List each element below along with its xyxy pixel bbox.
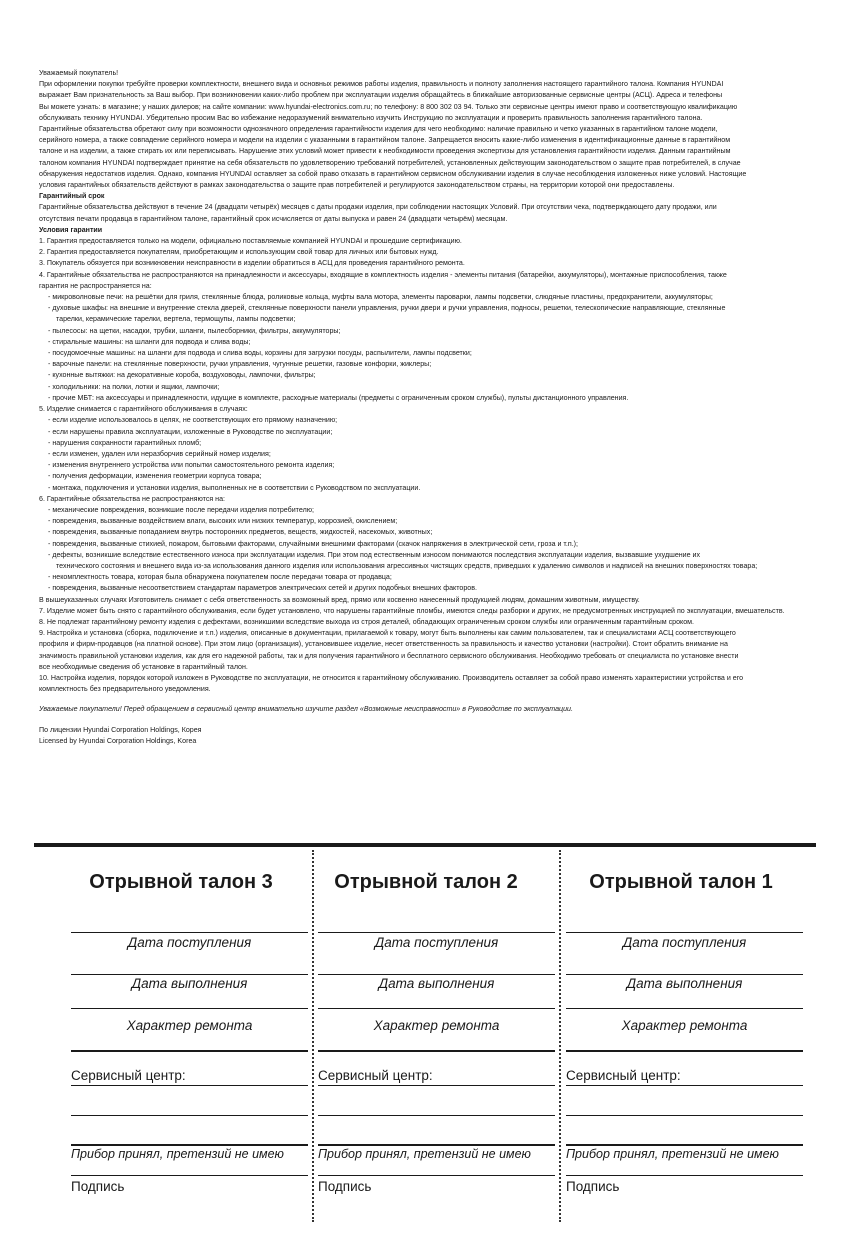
divider: [71, 1085, 308, 1086]
list-item: - монтажа, подключения и установки изделия, выполненных не в соответствии с Руководством по эксплуатации.: [48, 483, 421, 492]
repair-type-field[interactable]: Характер ремонта: [126, 1018, 253, 1033]
list-item: - духовые шкафы: на внешние и внутренние стекла дверей, стеклянные поверхности панели управления, ручки двери и ручки управления, подносы, решетки, телескопические направляющие, стеклянные: [48, 304, 726, 313]
repair-type-field[interactable]: Характер ремонта: [621, 1018, 748, 1033]
coupon-1: [566, 847, 806, 1227]
list-item: - микроволновые печи: на решётки для гриля, стеклянные блюда, роликовые кольца, муфты вала мотора, элементы пароварки, лампы подсветки, слюдяные пластины, предохранители, аккумуляторы;: [48, 293, 713, 302]
text-line: выражает Вам признательность за Ваш выбор. При возникновении каких-либо проблем при эксплуатации изделия обращайтесь в ближайшие авторизованные сервисные центры (АСЦ). Адреса и телефоны: [39, 91, 723, 100]
list-item: - посудомоечные машины: на шланги для подвода и слива воды, корзины для загрузки посуды, распылители, лампы подсветки;: [48, 349, 472, 358]
divider: [71, 1050, 308, 1052]
signature-label[interactable]: Подпись: [71, 1179, 125, 1194]
text-line: талоне и на изделии, а также стирать их или переписывать. Нарушение этих условий может привести к необходимости проведения экспертизы для установления гарантийности изделия. Данным гарантийным: [39, 147, 731, 156]
text-line: 9. Настройка и установка (сборка, подключение и т.п.) изделия, описанные в документации, прилагаемой к товару, могут быть выполнены как самим пользователем, так и специалистами АСЦ соответствующего: [39, 629, 736, 638]
text-line: значимость правильной установки изделия, как для его надежной работы, так и для получения гарантийного и бесплатного сервисного обслуживания. Необходимо требовать от специалиста по установке внести: [39, 651, 739, 660]
text-line: 2. Гарантия предоставляется покупателям, приобретающим и использующим свой товар для личных или бытовых нужд.: [39, 248, 439, 257]
divider: [318, 974, 555, 975]
text-line: 3. Покупатель обязуется при возникновении неисправности в изделии обратиться в АСЦ для проведения гарантийного ремонта.: [39, 259, 465, 268]
text-line: обслуживать технику HYUNDAI. Убедительно просим Вас во избежание недоразумений внимательно изучить Инструкцию по эксплуатации и проверить правильность заполнения гарантийного талона.: [39, 113, 703, 122]
divider: [318, 932, 555, 933]
list-item: - пылесосы: на щетки, насадки, трубки, шланги, пылесборники, фильтры, аккумуляторы;: [48, 326, 341, 335]
text-line: все необходимые сведения об установке в гарантийный талон.: [39, 662, 248, 671]
date-completed-field[interactable]: Дата выполнения: [626, 976, 743, 991]
text-line: Гарантийные обязательства обретают силу при возможности однозначного определения гарантийности изделия для чего необходимо: наличие правильно и четко указанных в гарантийном талоне модели,: [39, 125, 718, 134]
license-en: Licensed by Hyundai Corporation Holdings, Korea: [39, 736, 197, 745]
text-line: В вышеуказанных случаях Изготовитель снимает с себя ответственность за возможный вред, прямо или косвенно нанесенный продукцией людям, домашним животным, имуществу.: [39, 595, 640, 604]
list-item: - повреждения, вызванные несоответствием стандартам параметров электрических сетей и других подобных внешних факторов.: [48, 584, 477, 593]
coupon-2: [318, 847, 558, 1227]
text-line: 7. Изделие может быть снято с гарантийного обслуживания, если будет установлено, что нарушены гарантийные пломбы, имеются следы разборки и других, не предусмотренных инструкцией по эксплуатации, вмешательств.: [39, 606, 785, 615]
divider: [71, 974, 308, 975]
list-item: - повреждения, вызванные стихией, пожаром, бытовыми факторами, случайными внешними факторами (скачок напряжения в электрической сети, гроза и т.п.);: [48, 539, 579, 548]
text-line: При оформлении покупки требуйте проверки комплектности, внешнего вида и основных режимов работы изделия, правильность и полноту заполнения настоящего гарантийного талона. Компания HYUNDAI: [39, 80, 724, 89]
list-item: - прочие МБТ: на аксессуары и принадлежности, идущие в комплекте, расходные материалы (предметы с ограниченным сроком службы), пульты дистанционного управления.: [48, 393, 629, 402]
text-line: серийного номера, а также совпадение серийного номера и модели на изделии с указанными в гарантийном талоне. Запрещается вносить какие-либо изменения в идентификационные данные в гарантийном: [39, 136, 731, 145]
divider: [566, 974, 803, 975]
text-line: Вы можете узнать: в магазине; у наших дилеров; на сайте компании: www.hyundai-electronics.com.ru; по телефону: 8 800 302 03 94. Только эти сервисные центры имеют право и соответствующую квалификацию: [39, 102, 738, 111]
text-line: профиля и фирм-продавцов (на платной основе). При этом лицо (организация), установившее изделие, несет ответственность за правильность и качество установки (настройки). Стоит обратить внимание на: [39, 640, 728, 649]
signature-label[interactable]: Подпись: [566, 1179, 620, 1194]
divider: [566, 1175, 803, 1176]
divider: [318, 1008, 555, 1009]
license-ru: По лицензии Hyundai Corporation Holdings, Корея: [39, 725, 202, 734]
text-line: 8. Не подлежат гарантийному ремонту изделия с дефектами, возникшими вследствие выхода из строя деталей, обладающих ограниченным сроком службы или ограниченным гарантийным сроком.: [39, 617, 695, 626]
divider: [71, 1008, 308, 1009]
greeting: Уважаемый покупатель!: [39, 69, 119, 77]
perforation-line: [312, 850, 314, 1222]
intro-paragraph: [39, 79, 816, 191]
date-completed-field[interactable]: Дата выполнения: [131, 976, 248, 991]
list-item: - холодильники: на полки, лотки и ящики, лампочки;: [48, 382, 220, 391]
coupon-title: Отрывной талон 3: [89, 871, 273, 893]
conditions-heading: Условия гарантии: [39, 225, 103, 234]
coupon-title: Отрывной талон 2: [334, 871, 518, 893]
date-received-field[interactable]: Дата поступления: [622, 935, 747, 950]
list-item: - стиральные машины: на шланги для подвода и слива воды;: [48, 337, 251, 346]
service-center-label[interactable]: Сервисный центр:: [318, 1068, 433, 1083]
date-received-field[interactable]: Дата поступления: [374, 935, 499, 950]
date-completed-field[interactable]: Дата выполнения: [378, 976, 495, 991]
accepted-label: Прибор принял, претензий не имею: [566, 1147, 779, 1161]
coupon-title: Отрывной талон 1: [589, 871, 773, 893]
list-item: - повреждения, вызванные воздействием влаги, высоких или низких температур, коррозией, окислением;: [48, 517, 398, 526]
divider: [318, 1144, 555, 1146]
warranty-period-heading: Гарантийный срок: [39, 192, 105, 201]
signature-label[interactable]: Подпись: [318, 1179, 372, 1194]
list-item: - механические повреждения, возникшие после передачи изделия потребителю;: [48, 505, 314, 514]
divider: [71, 1144, 308, 1146]
divider: [71, 1115, 308, 1116]
divider: [71, 1175, 308, 1176]
date-received-field[interactable]: Дата поступления: [127, 935, 252, 950]
list-item: - некомплектность товара, которая была обнаружена покупателем после передачи товара от продавца;: [48, 573, 392, 582]
list-item: - дефекты, возникшие вследствие естественного износа при эксплуатации изделия. При этом под естественным износом понимаются последствия эксплуатации изделия, вызвавшие ухудшение их: [48, 550, 701, 559]
list-item: - если изменен, удален или неразборчив серийный номер изделия;: [48, 449, 271, 458]
divider: [318, 1175, 555, 1176]
divider: [318, 1115, 555, 1116]
accepted-label: Прибор принял, претензий не имею: [71, 1147, 284, 1161]
perforation-line: [559, 850, 561, 1222]
list-item: - изменения внутреннего устройства или попытки самостоятельного ремонта изделия;: [48, 461, 335, 470]
text-line: 10. Настройка изделия, порядок которой изложен в Руководстве по эксплуатации, не относится к гарантийному обслуживанию. Производитель оставляет за собой право изменять характеристики устройства и его: [39, 673, 744, 682]
notice: Уважаемые покупатели! Перед обращением в сервисный центр внимательно изучите раздел «Возможные неисправности» в Руководстве по эксплуатации.: [39, 705, 573, 714]
item6-heading: 6. Гарантийные обязательства не распространяются на:: [39, 494, 226, 503]
text-line: обнаружения недостатков изделия. Однако, компания HYUNDAI оставляет за собой право отказать в гарантийном сервисном обслуживании изделия в случае несоблюдения изложенных ниже условий. Настоящие: [39, 169, 747, 178]
divider: [566, 1144, 803, 1146]
list-item: - если нарушены правила эксплуатации, изложенные в Руководстве по эксплуатации;: [48, 427, 333, 436]
text-line: отсутствия печати продавца в гарантийном талоне, гарантийный срок исчисляется от даты выпуска и равен 24 (двадцати четырём) месяцам.: [39, 214, 508, 223]
text-line: талоном компания HYUNDAI подтверждает принятие на себя обязательств по удовлетворению требований потребителей, установленных действующим законодательством о защите прав потребителей, в случае: [39, 158, 741, 167]
divider: [318, 1050, 555, 1052]
text-line: условия гарантийных обязательств действуют в рамках законодательства о защите прав потребителей и регулируются законодательством страны, на территории которой они предоставлены.: [39, 181, 675, 190]
divider: [566, 1085, 803, 1086]
list-item: - варочные панели: на стеклянные поверхности, ручки управления, чугунные решетки, газовые конфорки, жиклеры;: [48, 360, 432, 369]
coupon-3: [71, 847, 311, 1227]
list-item: - повреждения, вызванные попаданием внутрь посторонних предметов, веществ, жидкостей, насекомых, животных;: [48, 528, 433, 537]
text-line: гарантия не распространяется на:: [39, 281, 152, 290]
repair-type-field[interactable]: Характер ремонта: [373, 1018, 500, 1033]
divider: [566, 1050, 803, 1052]
list-item: - если изделие использовалось в целях, не соответствующих его прямому назначению;: [48, 416, 338, 425]
service-center-label[interactable]: Сервисный центр:: [71, 1068, 186, 1083]
service-center-label[interactable]: Сервисный центр:: [566, 1068, 681, 1083]
list-item: - нарушения сохранности гарантийных пломб;: [48, 438, 202, 447]
text-line: Гарантийные обязательства действуют в течение 24 (двадцати четырёх) месяцев с даты продажи изделия, при соблюдении настоящих Условий. При отсутствии чека, подтверждающего дату продажи, или: [39, 203, 717, 212]
text-line: комплектность без предварительного уведомления.: [39, 685, 211, 694]
list-item: тарелки, керамические тарелки, вертела, термощупы, лампы подсветки;: [56, 315, 296, 324]
divider: [566, 1008, 803, 1009]
list-item: - получения деформации, изменения геометрии корпуса товара;: [48, 472, 262, 481]
list-item: технического состояния и внешнего вида из-за использования данного изделия или использования агрессивных чистящих средств, приведших к удалению символов и надписей на внешних поверхностях товара;: [56, 561, 758, 570]
divider: [71, 932, 308, 933]
text-line: 4. Гарантийные обязательства не распространяются на принадлежности и аксессуары, входящие в комплектность изделия - элементы питания (батарейки, аккумуляторы), монтажные приспособления, также: [39, 270, 727, 279]
item5-heading: 5. Изделие снимается с гарантийного обслуживания в случаях:: [39, 405, 248, 414]
divider: [318, 1085, 555, 1086]
text-line: 1. Гарантия предоставляется только на модели, официально поставляемые компанией HYUNDAI и прошедшие сертификацию.: [39, 237, 462, 246]
divider: [566, 932, 803, 933]
accepted-label: Прибор принял, претензий не имею: [318, 1147, 531, 1161]
warranty-terms: [39, 68, 816, 747]
list-item: - кухонные вытяжки: на декоративные короба, воздуховоды, лампочки, фильтры;: [48, 371, 316, 380]
divider: [566, 1115, 803, 1116]
